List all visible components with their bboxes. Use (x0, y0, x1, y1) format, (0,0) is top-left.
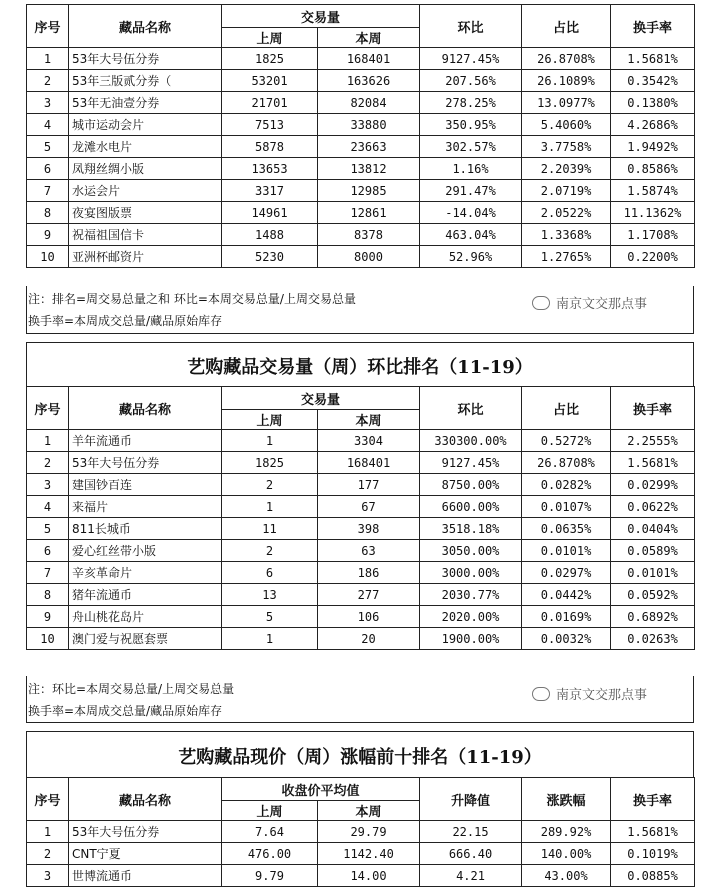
cell-ratio: 2030.77% (420, 584, 522, 606)
table-row (27, 540, 695, 562)
col-header-no: 序号 (27, 778, 69, 821)
cell-no: 2 (27, 452, 69, 474)
cell-ratio: -14.04% (420, 202, 522, 224)
col-header-last-week: 上周 (222, 801, 318, 821)
table-row (27, 628, 695, 650)
cell-ratio: 1.16% (420, 158, 522, 180)
volume-table (26, 4, 695, 268)
table-row (27, 180, 695, 202)
cell-ratio: 278.25% (420, 92, 522, 114)
cell-last: 1 (222, 628, 318, 650)
cell-last: 5878 (222, 136, 318, 158)
cell-change: 666.40 (420, 843, 522, 865)
cell-name: 凤翔丝绸小版 (69, 158, 222, 180)
table-row (27, 70, 695, 92)
table-row (27, 562, 695, 584)
cell-this: 398 (318, 518, 420, 540)
cell-this: 29.79 (318, 821, 420, 843)
cell-this: 63 (318, 540, 420, 562)
cell-turnover: 0.1019% (611, 843, 695, 865)
col-header-no: 序号 (27, 387, 69, 430)
cell-share: 2.2039% (522, 158, 611, 180)
cell-share: 1.3368% (522, 224, 611, 246)
cell-name: 53年大号伍分券 (69, 48, 222, 70)
col-header-pct: 涨跌幅 (522, 778, 611, 821)
table-row (27, 474, 695, 496)
cell-no: 6 (27, 158, 69, 180)
cell-share: 0.0282% (522, 474, 611, 496)
col-header-volume: 交易量 (222, 5, 420, 28)
cell-turnover: 0.8586% (611, 158, 695, 180)
cell-last: 2 (222, 540, 318, 562)
cell-this: 168401 (318, 48, 420, 70)
cell-name: 亚洲杯邮资片 (69, 246, 222, 268)
table-row (27, 158, 695, 180)
cell-turnover: 0.0885% (611, 865, 695, 887)
cell-name: 53年大号伍分券 (69, 452, 222, 474)
cell-ratio: 350.95% (420, 114, 522, 136)
cell-last: 14961 (222, 202, 318, 224)
cell-share: 2.0522% (522, 202, 611, 224)
watermark: 南京文交那点事 (532, 293, 647, 312)
cell-last: 11 (222, 518, 318, 540)
cell-share: 13.0977% (522, 92, 611, 114)
cell-no: 6 (27, 540, 69, 562)
cell-turnover: 0.2200% (611, 246, 695, 268)
cell-this: 13812 (318, 158, 420, 180)
cell-last: 1 (222, 430, 318, 452)
cell-no: 7 (27, 562, 69, 584)
table1-note-line2: 换手率=本周成交总量/藏品原始库存 (28, 314, 223, 328)
cell-turnover: 1.9492% (611, 136, 695, 158)
table-row (27, 48, 695, 70)
cell-ratio: 1900.00% (420, 628, 522, 650)
cell-turnover: 1.5681% (611, 48, 695, 70)
cell-ratio: 6600.00% (420, 496, 522, 518)
cell-last: 1825 (222, 452, 318, 474)
cell-this: 33880 (318, 114, 420, 136)
cell-pct: 43.00% (522, 865, 611, 887)
cell-this: 82084 (318, 92, 420, 114)
cell-this: 20 (318, 628, 420, 650)
cell-share: 0.0107% (522, 496, 611, 518)
cell-ratio: 2020.00% (420, 606, 522, 628)
cell-no: 4 (27, 496, 69, 518)
price-table (26, 777, 695, 887)
cell-share: 26.8708% (522, 452, 611, 474)
cell-pct: 289.92% (522, 821, 611, 843)
col-header-change: 升降值 (420, 778, 522, 821)
cell-name: 辛亥革命片 (69, 562, 222, 584)
cell-last: 13 (222, 584, 318, 606)
cell-turnover: 0.3542% (611, 70, 695, 92)
col-header-share: 占比 (522, 5, 611, 48)
cell-share: 26.8708% (522, 48, 611, 70)
cell-name: 53年三版贰分券（ (69, 70, 222, 92)
cell-share: 0.0101% (522, 540, 611, 562)
cell-this: 12861 (318, 202, 420, 224)
col-header-name: 藏品名称 (69, 778, 222, 821)
table-row (27, 865, 695, 887)
cell-no: 10 (27, 628, 69, 650)
ratio-table (26, 386, 695, 650)
weekly-ratio-table-2 (26, 386, 694, 650)
table-row (27, 518, 695, 540)
cell-this: 3304 (318, 430, 420, 452)
col-header-avg-close: 收盘价平均值 (222, 778, 420, 801)
cell-last: 5230 (222, 246, 318, 268)
cell-last: 21701 (222, 92, 318, 114)
cell-this: 106 (318, 606, 420, 628)
table-row (27, 430, 695, 452)
cell-name: 水运会片 (69, 180, 222, 202)
cell-no: 2 (27, 70, 69, 92)
cell-change: 22.15 (420, 821, 522, 843)
cell-no: 9 (27, 224, 69, 246)
cell-turnover: 1.5874% (611, 180, 695, 202)
cell-share: 3.7758% (522, 136, 611, 158)
cell-name: 祝福祖国信卡 (69, 224, 222, 246)
cell-ratio: 3518.18% (420, 518, 522, 540)
cell-this: 8378 (318, 224, 420, 246)
col-header-name: 藏品名称 (69, 5, 222, 48)
cell-turnover: 11.1362% (611, 202, 695, 224)
cell-share: 2.0719% (522, 180, 611, 202)
cell-share: 0.0169% (522, 606, 611, 628)
cell-this: 168401 (318, 452, 420, 474)
cell-ratio: 463.04% (420, 224, 522, 246)
cell-no: 10 (27, 246, 69, 268)
cell-this: 1142.40 (318, 843, 420, 865)
cell-name: 澳门爱与祝愿套票 (69, 628, 222, 650)
cell-name: 猪年流通币 (69, 584, 222, 606)
cell-no: 7 (27, 180, 69, 202)
col-header-ratio: 环比 (420, 5, 522, 48)
table-row (27, 114, 695, 136)
cell-ratio: 8750.00% (420, 474, 522, 496)
cell-last: 1 (222, 496, 318, 518)
cell-last: 7513 (222, 114, 318, 136)
cell-share: 0.0635% (522, 518, 611, 540)
cell-no: 4 (27, 114, 69, 136)
cell-no: 5 (27, 518, 69, 540)
cell-name: 舟山桃花岛片 (69, 606, 222, 628)
cell-ratio: 9127.45% (420, 48, 522, 70)
cell-no: 5 (27, 136, 69, 158)
cell-turnover: 4.2686% (611, 114, 695, 136)
cell-name: 羊年流通币 (69, 430, 222, 452)
cell-ratio: 302.57% (420, 136, 522, 158)
cell-name: 53年无油壹分券 (69, 92, 222, 114)
cell-last: 2 (222, 474, 318, 496)
cell-no: 8 (27, 202, 69, 224)
cell-turnover: 0.0263% (611, 628, 695, 650)
cell-no: 1 (27, 48, 69, 70)
cell-share: 0.0297% (522, 562, 611, 584)
table-row (27, 224, 695, 246)
cell-name: 夜宴图版票 (69, 202, 222, 224)
table-row (27, 821, 695, 843)
price-rise-table-3 (26, 777, 694, 887)
cell-ratio: 207.56% (420, 70, 522, 92)
cell-last: 53201 (222, 70, 318, 92)
cell-this: 163626 (318, 70, 420, 92)
cell-ratio: 291.47% (420, 180, 522, 202)
table-row (27, 202, 695, 224)
cell-no: 1 (27, 821, 69, 843)
col-header-no: 序号 (27, 5, 69, 48)
cell-last: 6 (222, 562, 318, 584)
table-row (27, 606, 695, 628)
cell-turnover: 0.0299% (611, 474, 695, 496)
cell-turnover: 0.0592% (611, 584, 695, 606)
cell-pct: 140.00% (522, 843, 611, 865)
cell-no: 8 (27, 584, 69, 606)
cell-name: 爱心红丝带小版 (69, 540, 222, 562)
cell-share: 5.4060% (522, 114, 611, 136)
cell-ratio: 330300.00% (420, 430, 522, 452)
cell-share: 1.2765% (522, 246, 611, 268)
cell-last: 5 (222, 606, 318, 628)
table-row (27, 584, 695, 606)
col-header-last-week: 上周 (222, 410, 318, 430)
cell-turnover: 0.0622% (611, 496, 695, 518)
table3-title: 艺购藏品现价（周）涨幅前十排名（11-19） (178, 747, 542, 768)
cell-this: 23663 (318, 136, 420, 158)
cell-name: 53年大号伍分券 (69, 821, 222, 843)
col-header-turnover: 换手率 (611, 778, 695, 821)
table2-note-line1: 注：环比=本周交易总量/上周交易总量 (28, 682, 235, 696)
cell-no: 3 (27, 92, 69, 114)
cell-share: 0.5272% (522, 430, 611, 452)
cell-last: 1825 (222, 48, 318, 70)
cell-last: 1488 (222, 224, 318, 246)
cell-no: 2 (27, 843, 69, 865)
cell-share: 26.1089% (522, 70, 611, 92)
col-header-turnover: 换手率 (611, 387, 695, 430)
table-row (27, 246, 695, 268)
cell-no: 3 (27, 865, 69, 887)
cell-turnover: 0.0589% (611, 540, 695, 562)
table2-note-line2: 换手率=本周成交总量/藏品原始库存 (28, 704, 223, 718)
table-row (27, 843, 695, 865)
cell-turnover: 1.5681% (611, 452, 695, 474)
col-header-share: 占比 (522, 387, 611, 430)
col-header-turnover: 换手率 (611, 5, 695, 48)
cell-name: 来福片 (69, 496, 222, 518)
cell-turnover: 0.0404% (611, 518, 695, 540)
chat-bubble-icon (532, 687, 550, 701)
cell-this: 67 (318, 496, 420, 518)
cell-share: 0.0032% (522, 628, 611, 650)
table-row (27, 92, 695, 114)
cell-name: 城市运动会片 (69, 114, 222, 136)
cell-name: 世博流通币 (69, 865, 222, 887)
table-row (27, 136, 695, 158)
cell-ratio: 52.96% (420, 246, 522, 268)
cell-last: 13653 (222, 158, 318, 180)
table1-note-line1: 注：排名=周交易总量之和 环比=本周交易总量/上周交易总量 (28, 292, 356, 306)
cell-turnover: 1.5681% (611, 821, 695, 843)
col-header-ratio: 环比 (420, 387, 522, 430)
cell-this: 186 (318, 562, 420, 584)
cell-turnover: 0.1380% (611, 92, 695, 114)
cell-name: 811长城币 (69, 518, 222, 540)
cell-no: 1 (27, 430, 69, 452)
watermark: 南京文交那点事 (532, 684, 647, 703)
cell-turnover: 0.0101% (611, 562, 695, 584)
cell-this: 177 (318, 474, 420, 496)
cell-share: 0.0442% (522, 584, 611, 606)
cell-turnover: 1.1708% (611, 224, 695, 246)
table-row (27, 496, 695, 518)
col-header-this-week: 本周 (318, 28, 420, 48)
cell-this: 277 (318, 584, 420, 606)
weekly-volume-table-1 (26, 4, 694, 268)
cell-ratio: 3050.00% (420, 540, 522, 562)
cell-last: 476.00 (222, 843, 318, 865)
cell-turnover: 0.6892% (611, 606, 695, 628)
table-row (27, 452, 695, 474)
cell-change: 4.21 (420, 865, 522, 887)
cell-name: CNT宁夏 (69, 843, 222, 865)
table2-title: 艺购藏品交易量（周）环比排名（11-19） (187, 357, 533, 378)
cell-last: 7.64 (222, 821, 318, 843)
col-header-this-week: 本周 (318, 410, 420, 430)
cell-no: 3 (27, 474, 69, 496)
cell-this: 8000 (318, 246, 420, 268)
chat-bubble-icon (532, 296, 550, 310)
cell-last: 3317 (222, 180, 318, 202)
col-header-volume: 交易量 (222, 387, 420, 410)
cell-name: 建国钞百连 (69, 474, 222, 496)
cell-ratio: 9127.45% (420, 452, 522, 474)
cell-this: 14.00 (318, 865, 420, 887)
col-header-name: 藏品名称 (69, 387, 222, 430)
cell-this: 12985 (318, 180, 420, 202)
cell-last: 9.79 (222, 865, 318, 887)
cell-ratio: 3000.00% (420, 562, 522, 584)
cell-turnover: 2.2555% (611, 430, 695, 452)
col-header-this-week: 本周 (318, 801, 420, 821)
col-header-last-week: 上周 (222, 28, 318, 48)
cell-name: 龙滩水电片 (69, 136, 222, 158)
cell-no: 9 (27, 606, 69, 628)
